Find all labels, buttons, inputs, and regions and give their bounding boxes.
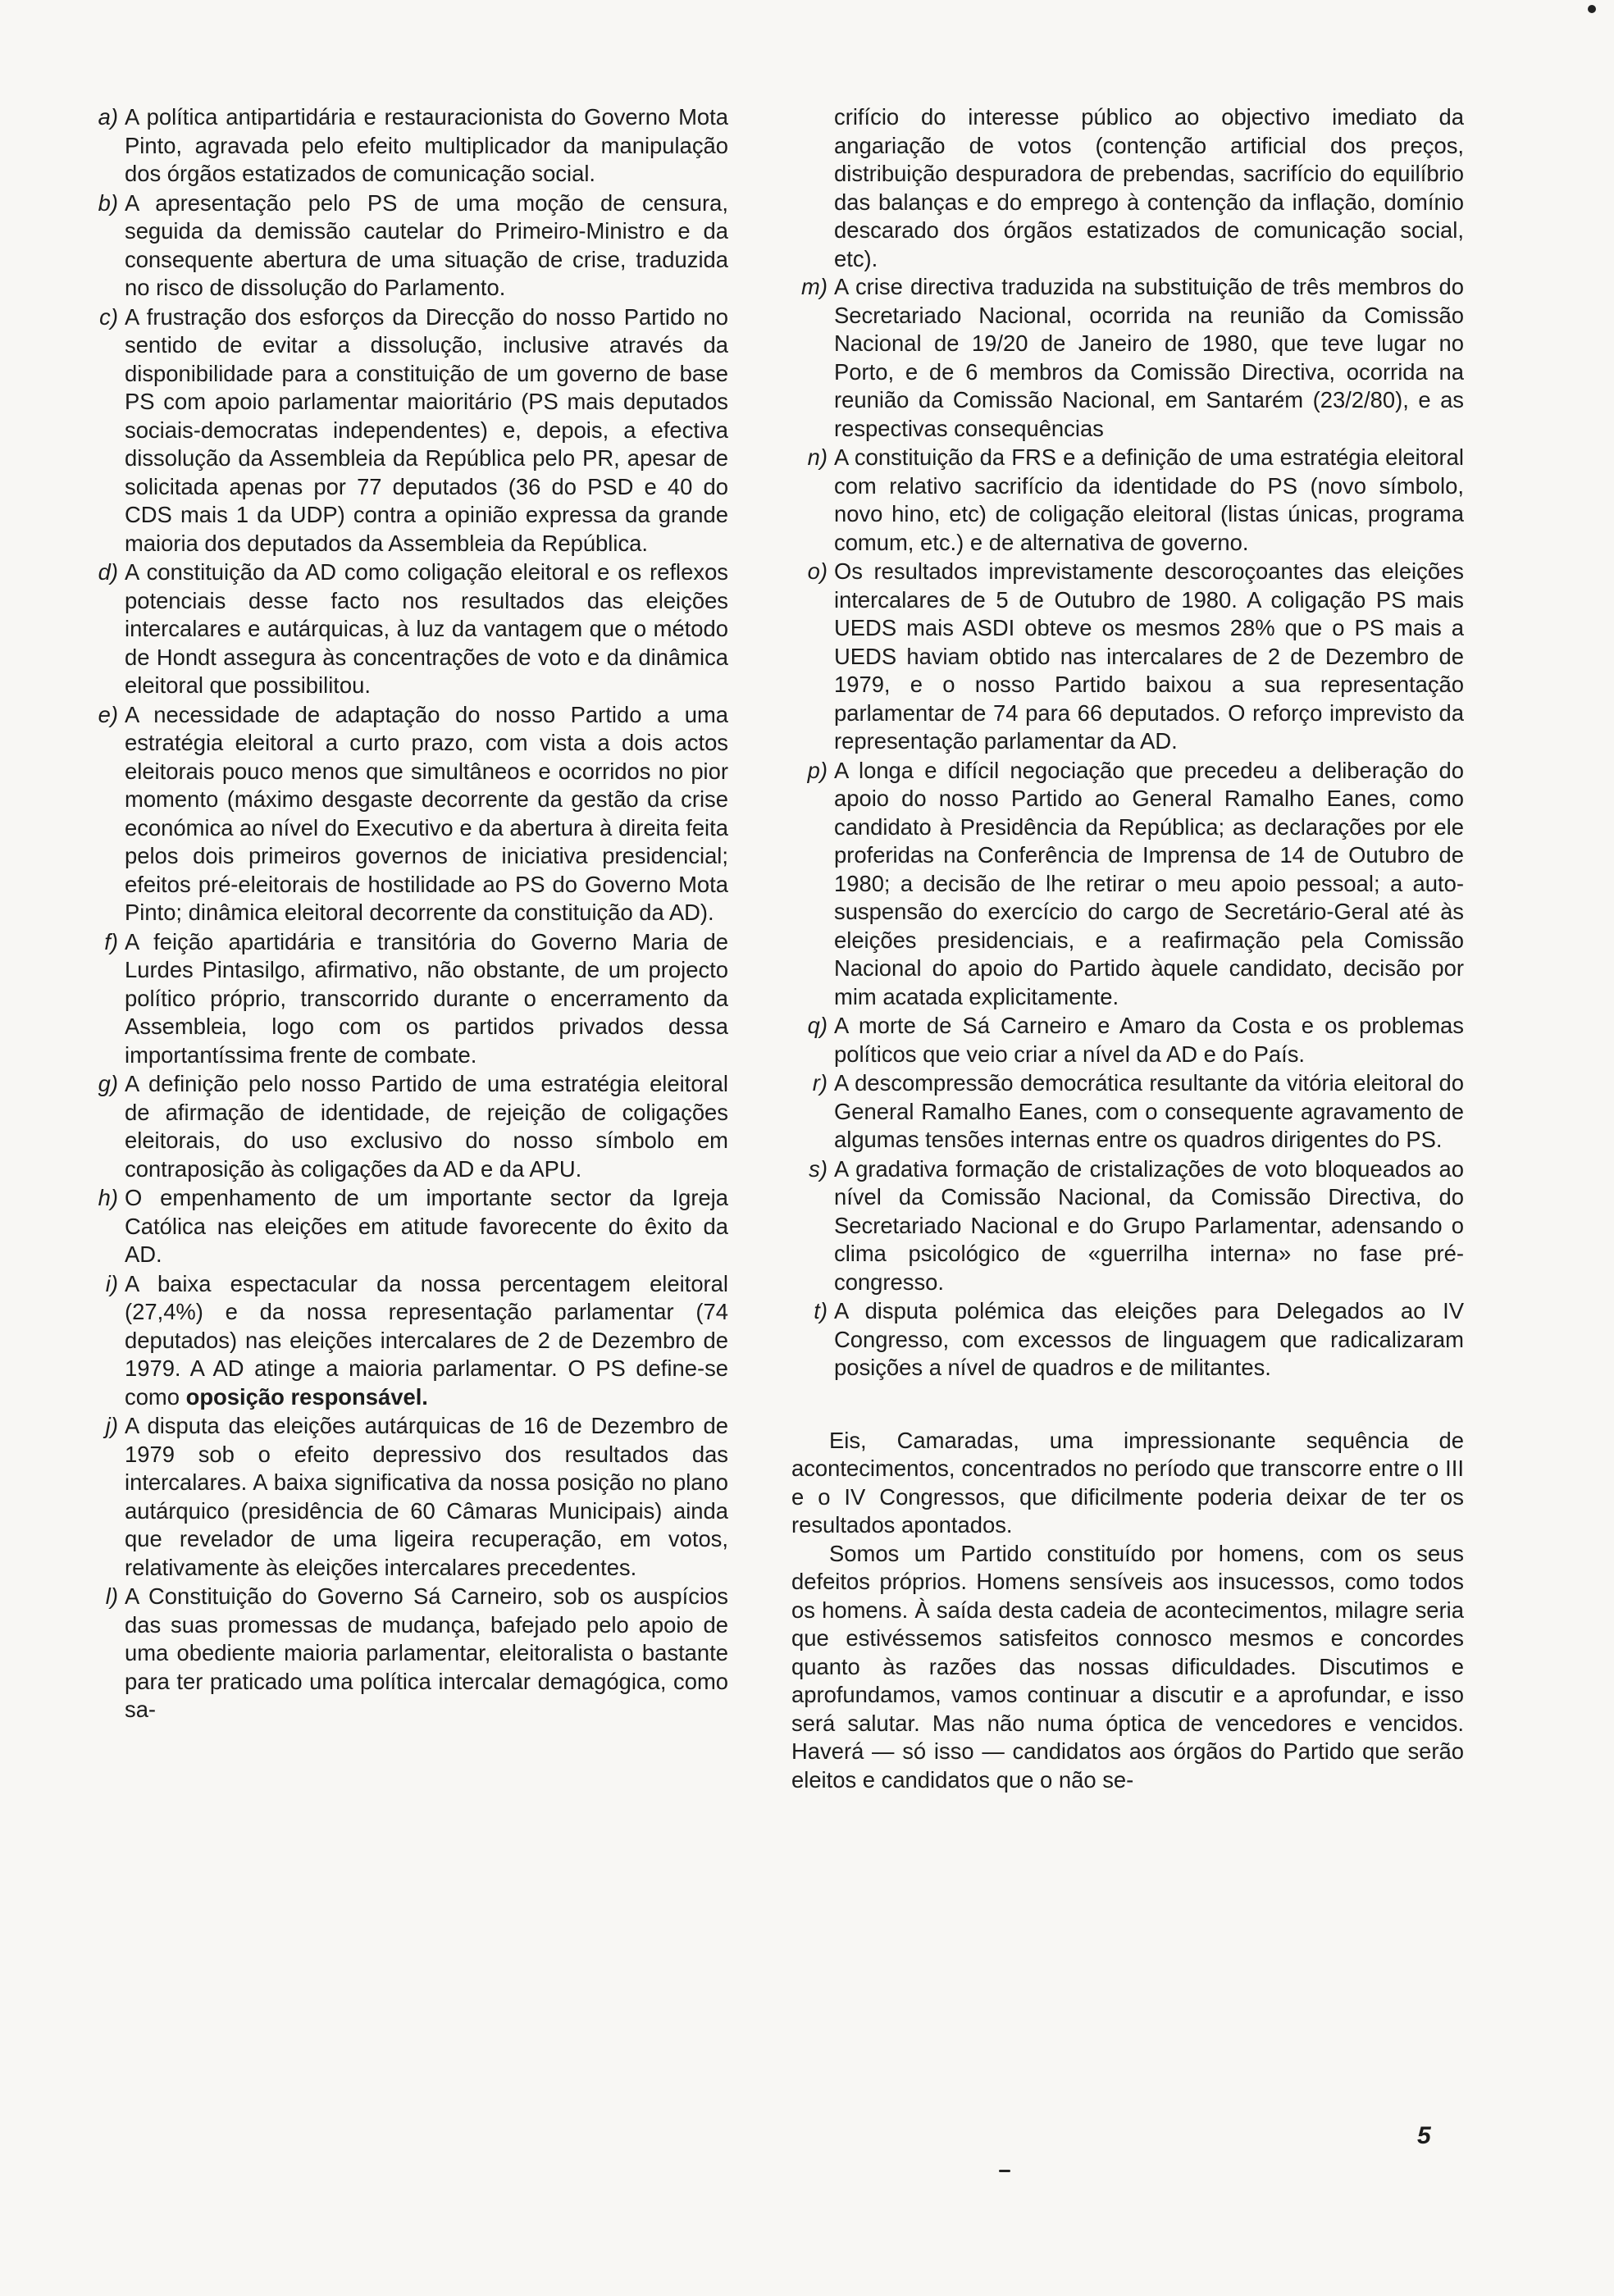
list-item-d [82,558,728,700]
item-text: A Constituição do Governo Sá Carneiro, sob os auspícios das suas promessas de mudança, bafejado pelo apoio de uma obediente maioria parlamentar, eleitoralista o bastante para ter praticado uma política intercalar demagógica, como sa- [125,1583,728,1722]
item-text: A constituição da FRS e a definição de uma estratégia eleitoral com relativo sacrifício da identidade do PS (novo símbolo, novo hino, etc) de coligação eleitoral (listas únicas, programa comum, etc.) e de alternativa de governo. [834,444,1464,555]
list-item-m [791,273,1464,443]
item-text: O empenhamento de um importante sector da Igreja Católica nas eleições em atitude favorecente do êxito da AD. [125,1185,728,1267]
item-text: A descompressão democrática resultante da vitória eleitoral do General Ramalho Eanes, com o consequente agravamento de algumas tensões internas entre os quadros dirigentes do PS. [834,1070,1464,1152]
item-emphasis: oposição responsável. [185,1383,428,1410]
item-text: A política antipartidária e restauracionista do Governo Mota Pinto, agravada pelo efeito multiplicador da manipulação dos órgãos estatizados de comunicação social. [125,104,728,186]
list-item-l [82,1583,728,1724]
item-label: t) [814,1298,828,1323]
list-item-j [82,1412,728,1582]
left-column [82,103,728,1725]
list-item-s [791,1155,1464,1297]
list-item-r [791,1069,1464,1155]
item-text: A feição apartidária e transitória do Governo Maria de Lurdes Pintasilgo, afirmativo, não obstante, de um projecto político próprio, transcorrido durante o encerramento da Assembleia, logo com os partidos privados dessa importantíssima frente de combate. [125,928,728,1068]
item-label: p) [807,757,828,783]
item-text: A apresentação pelo PS de uma moção de censura, seguida da demissão cautelar do Primeiro-Ministro e da consequente abertura de uma situação de crise, traduzida no risco de dissolução do Parlamento. [125,189,728,300]
closing-paragraph: Eis, Camaradas, uma impressionante sequência de acontecimentos, concentrados no período que transcorre entre o III e o IV Congressos, que dificilmente poderia deixar de ter os resultados apontados. [791,1427,1464,1538]
list-item-t [791,1297,1464,1383]
list-item-a [82,103,728,189]
list-item-h [82,1184,728,1269]
list-item-g [82,1070,728,1183]
item-label: s) [809,1155,828,1182]
item-label: d) [98,559,118,585]
item-label: i) [105,1270,118,1296]
list-item-b [82,189,728,303]
item-text: A gradativa formação de cristalizações de voto bloqueados ao nível da Comissão Nacional, da Comissão Directiva, do Secretariado Nacional e do Grupo Parlamentar, adensando o clima psicológico de «guerrilha interna» no fase pré-congresso. [834,1155,1464,1295]
list-item-c [82,303,728,558]
item-label: g) [98,1071,118,1096]
item-text: A morte de Sá Carneiro e Amaro da Costa e os problemas políticos que veio criar a nível da AD e do País. [834,1013,1464,1067]
item-text: A frustração dos esforços da Direcção do nosso Partido no sentido de evitar a dissolução, inclusive através da disponibilidade para a constituição de um governo de base PS com apoio parlamentar maioritário (PS mais deputados sociais-democratas independentes) e, depois, a efectiva dissolução da Assembleia da República pelo PR, apesar de solicitada apenas por 77 deputados (36 do PSD e 40 do CDS mais 1 da UDP) contra a opinião expressa da grande maioria dos deputados da Assembleia da República. [125,303,728,556]
item-label: n) [807,444,828,470]
item-label: m) [801,274,828,299]
scan-mark [1588,5,1596,13]
item-text: A disputa polémica das eleições para Delegados ao IV Congresso, com excessos de linguagem que radicalizaram posições a nível de quadros e de militantes. [834,1298,1464,1380]
scan-mark [999,2170,1010,2172]
item-text: A definição pelo nosso Partido de uma estratégia eleitoral de afirmação de identidade, de rejeição de coligações eleitorais, do uso exclusivo do nosso símbolo em contraposição às coligações da AD e da APU. [125,1071,728,1182]
item-text: Os resultados imprevistamente descoroçoantes das eleições intercalares de 5 de Outubro de 1980. A coligação PS mais UEDS mais ASDI obteve os mesmos 28% que o PS mais a UEDS haviam obtido nas intercalares de 2 de Dezembro de 1979, e o nosso Partido baixou a sua representação parlamentar de 74 para 66 deputados. O reforço imprevisto da representação parlamentar da AD. [834,558,1464,754]
item-label: r) [812,1070,828,1096]
item-label: a) [98,104,118,130]
list-item-q [791,1012,1464,1068]
item-text: A constituição da AD como coligação eleitoral e os reflexos potenciais desse facto nos resultados das eleições intercalares e autárquicas, à luz da vantagem que o método de Hondt assegura às concentrações de voto e da dinâmica eleitoral que possibilitou. [125,559,728,698]
list-item-f [82,928,728,1070]
closing-paragraph: Somos um Partido constituído por homens, com os seus defeitos próprios. Homens sensíveis aos insucessos, como todos os homens. À saída desta cadeia de acontecimentos, milagre seria que estivéssemos satisfeitos connosco mesmos e concordes quanto às razões das nossas dificuldades. Discutimos e aprofundamos, vamos continuar a discutir e a aprofundar, e isso será salutar. Mas não numa óptica de vencedores e vencidos. Haverá — só isso — candidatos aos órgãos do Partido que serão eleitos e candidatos que o não se- [791,1540,1464,1793]
list-item-p [791,757,1464,1012]
item-text: A crise directiva traduzida na substituição de três membros do Secretariado Nacional, ocorrida na reunião da Comissão Nacional de 19/20 de Janeiro de 1980, que teve lugar no Porto, e de 6 membros da Comissão Directiva, ocorrida na reunião da Comissão Nacional, em Santarém (23/2/80), e as respectivas consequências [834,274,1464,441]
item-label: q) [807,1013,828,1038]
page-number: 5 [1417,2122,1431,2149]
item-text: A necessidade de adaptação do nosso Partido a uma estratégia eleitoral a curto prazo, com vista a dois actos eleitorais pouco menos que simultâneos e ocorridos no pior momento (máximo desgaste decorrente da gestão da crise económica ao nível do Executivo e da abertura à direita feita pelos dois primeiros governos de iniciativa presidencial; efeitos pré-eleitorais de hostilidade ao PS do Governo Mota Pinto; dinâmica eleitoral decorrente da constituição da AD). [125,701,728,925]
list-item-o [791,558,1464,756]
item-label: o) [807,558,828,584]
list-item-i [82,1270,728,1412]
item-label: c) [99,303,118,330]
list-item-e [82,701,728,927]
item-label: e) [98,701,118,727]
continued-text: crifício do interesse público ao objectivo imediato da angariação de votos (contenção artificial dos preços, distribuição despuradora de prebendas, sacrifício do equilíbrio das balanças e do emprego à contenção da inflação, domínio descarado dos órgãos estatizados de comunicação social, etc). [834,104,1464,271]
item-label: f) [104,928,118,954]
item-text: A longa e difícil negociação que precedeu a deliberação do apoio do nosso Partido ao General Ramalho Eanes, como candidato à Presidência da República; as declarações por ele proferidas na Conferência de Imprensa de 14 de Outubro de 1980; a decisão de lhe retirar o meu apoio pessoal; a auto-suspensão do exercício do cargo de Secretário-Geral até às eleições presidenciais, e a reafirmação pela Comissão Nacional do apoio do Partido àquele candidato, decisão por mim acatada explicitamente. [834,757,1464,1009]
item-text: A baixa espectacular da nossa percentagem eleitoral (27,4%) e da nossa representação parlamentar (74 deputados) nas eleições intercalares de 2 de Dezembro de 1979. A AD atinge a maioria parlamentar. O PS define-se como [125,1270,728,1410]
right-column [791,103,1464,1794]
item-label: b) [98,189,118,216]
item-label: j) [105,1413,118,1438]
item-label: l) [105,1583,118,1609]
item-text: A disputa das eleições autárquicas de 16 de Dezembro de 1979 sob o efeito depressivo dos resultados das intercalares. A baixa significativa da nossa posição no plano autárquico (presidência de 60 Câmaras Municipais) ainda que revelador de uma ligeira recuperação, em votos, relativamente às eleições intercalares precedentes. [125,1413,728,1580]
list-item-n [791,444,1464,557]
item-label: h) [98,1185,118,1210]
